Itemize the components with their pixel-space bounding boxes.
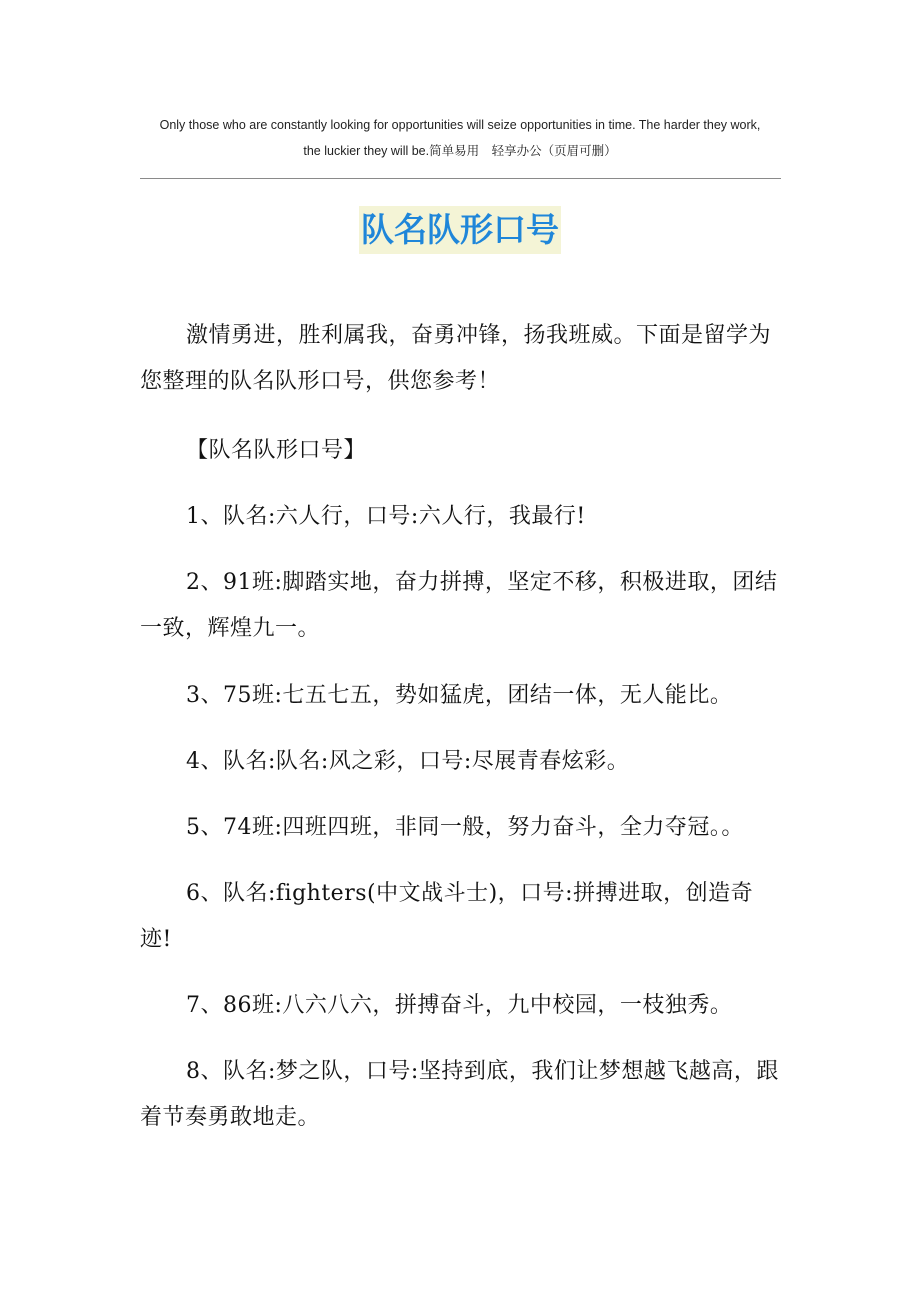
- page-header: [140, 112, 780, 164]
- header-divider: [140, 178, 781, 179]
- header-line-2: the luckier they will be.简单易用 轻享办公（页眉可删）: [303, 144, 617, 158]
- list-item: 5、74班:四班四班，非同一般，努力奋斗，全力夺冠。。: [186, 815, 744, 840]
- intro-paragraph: 激情勇进，胜利属我，奋勇冲锋，扬我班威。下面是留学为您整理的队名队形口号，供您参考！: [140, 323, 772, 394]
- list-item: 8、队名:梦之队，口号:坚持到底，我们让梦想越飞越高，跟着节奏勇敢地走。: [140, 1059, 779, 1130]
- list-item: 6、队名:fighters(中文战斗士)，口号:拼搏进取，创造奇迹!: [140, 881, 754, 952]
- list-item: 7、86班:八六八六，拼搏奋斗，九中校园，一枝独秀。: [186, 993, 733, 1018]
- header-line-1: Only those who are constantly looking for opportunities will seize opportunities in time. The harder they work,: [159, 118, 761, 132]
- list-item: 3、75班:七五七五，势如猛虎，团结一体，无人能比。: [186, 683, 733, 708]
- list-item: 4、队名:队名:风之彩，口号:尽展青春炫彩。: [186, 749, 630, 774]
- list-item: 2、91班:脚踏实地，奋力拼搏，坚定不移，积极进取，团结一致，辉煌九一。: [140, 570, 778, 641]
- title-container: [0, 206, 920, 254]
- list-item: 1、队名:六人行，口号:六人行，我最行!: [186, 504, 586, 529]
- section-heading: 【队名队形口号】: [186, 438, 367, 463]
- document-title: 队名队形口号: [359, 206, 561, 254]
